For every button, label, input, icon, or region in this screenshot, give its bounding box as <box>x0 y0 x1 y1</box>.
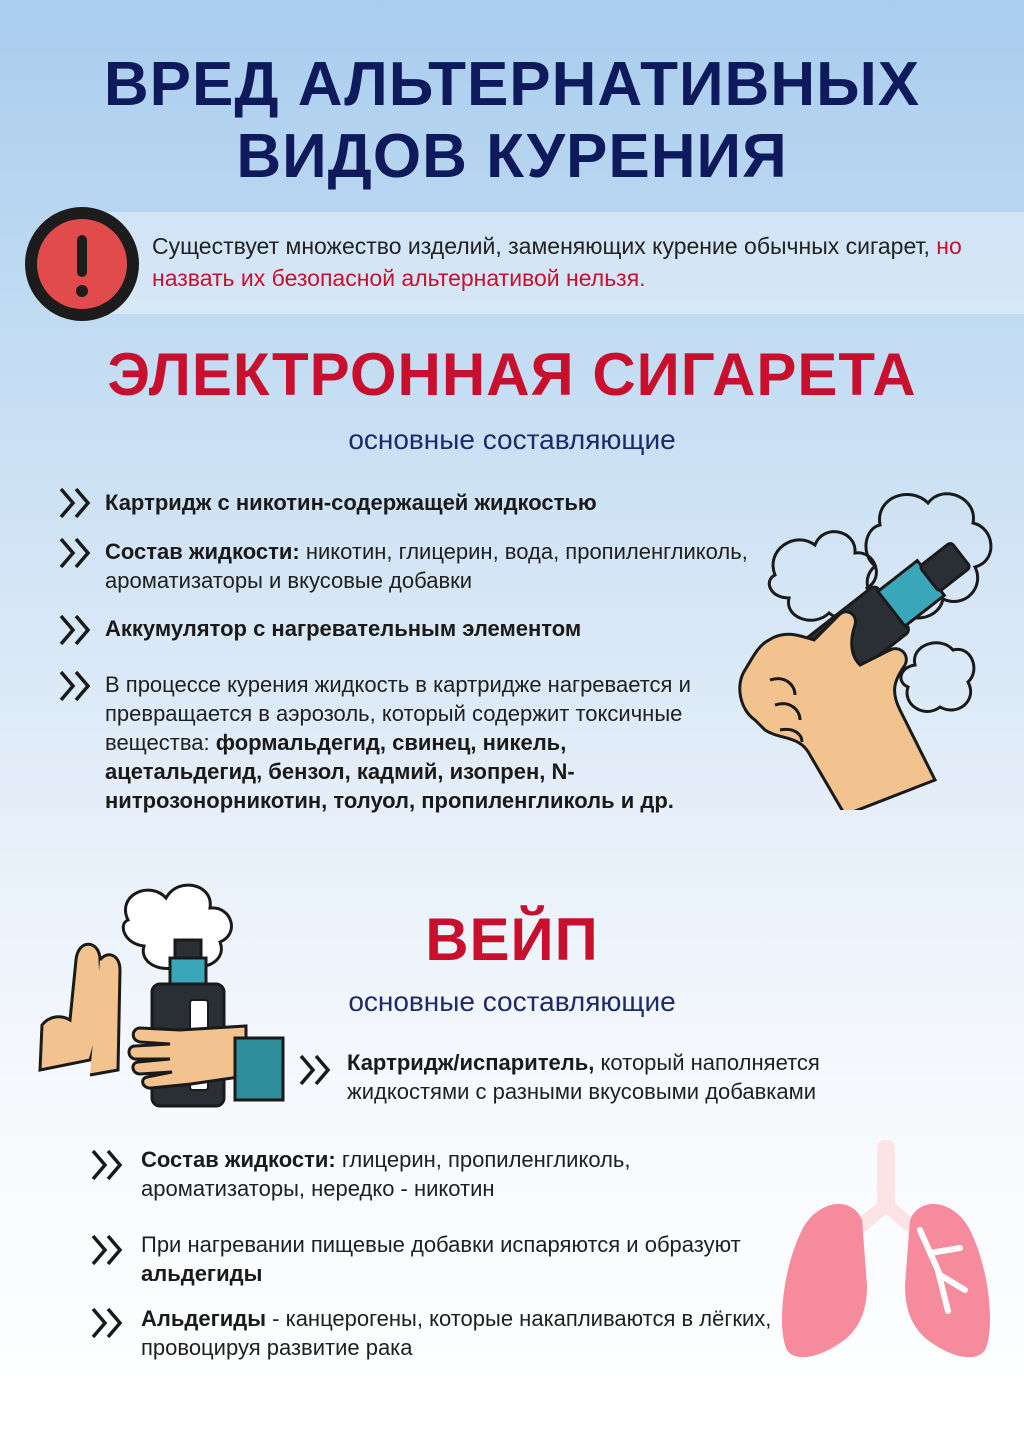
hand-refusing-vape-illustration <box>30 880 290 1110</box>
chevron-right-icon <box>90 1148 126 1182</box>
vape-item-4-bold: Альдегиды <box>141 1306 267 1331</box>
vape-item-2-bold: Состав жидкости: <box>141 1147 336 1172</box>
chevron-right-icon <box>298 1053 334 1087</box>
vape-section-title: ВЕЙП <box>425 906 599 973</box>
hand-holding-ecigarette-illustration <box>700 480 1010 810</box>
vape-item-2-text: глицерин, пропиленгликоль, ароматизаторы, нередко - никотин <box>141 1147 631 1201</box>
vape-subtitle: основные составляющие <box>348 986 676 1017</box>
ecig-item-3-bold: Аккумулятор с нагревательным элементом <box>105 616 582 641</box>
ecig-item-1-bold: Картридж с никотин-содержащей жидкостью <box>105 490 597 515</box>
ecig-item-2 <box>105 537 775 595</box>
vape-item-2 <box>141 1145 741 1203</box>
ecig-item-4-text: В процессе курения жидкость в картридже нагревается и превращается в аэрозоль, который содержит токсичные вещества: <box>105 672 691 755</box>
vape-item-3 <box>141 1230 741 1288</box>
exclamation-icon <box>25 207 139 321</box>
vape-item-1-bold: Картридж/испаритель, <box>347 1050 595 1075</box>
ecig-section-title: ЭЛЕКТРОННАЯ СИГАРЕТА <box>107 341 917 408</box>
chevron-right-icon <box>90 1306 126 1340</box>
ecig-item-2-text: никотин, глицерин, вода, пропиленгликоль, ароматизаторы и вкусовые добавки <box>105 539 748 593</box>
ecig-item-3 <box>105 614 725 643</box>
chevron-right-icon <box>58 669 94 703</box>
vape-item-4-text: - канцерогены, которые накапливаются в лёгких, провоцируя развитие рака <box>141 1306 772 1360</box>
chevron-right-icon <box>58 613 94 647</box>
ecig-item-4-bold: формальдегид, свинец, никель, ацетальдегид, бензол, кадмий, изопрен, N-нитрозонорникотин, толуол, пропиленгликоль и др. <box>105 730 674 813</box>
ecig-subtitle: основные составляющие <box>348 424 676 455</box>
page-title-line-2: ВИДОВ КУРЕНИЯ <box>236 122 788 191</box>
lungs-icon <box>780 1135 995 1360</box>
chevron-right-icon <box>58 536 94 570</box>
vape-item-3-bold: альдегиды <box>141 1261 263 1286</box>
ecig-item-4 <box>105 670 705 815</box>
vape-item-1 <box>347 1048 917 1106</box>
vape-item-4 <box>141 1304 781 1362</box>
chevron-right-icon <box>58 486 94 520</box>
vape-item-1-text: который наполняется жидкостями с разными вкусовыми добавками <box>347 1050 820 1104</box>
chevron-right-icon <box>90 1233 126 1267</box>
notice-text <box>152 230 1002 294</box>
ecig-item-2-bold: Состав жидкости: <box>105 539 300 564</box>
notice-text-plain: Существует множество изделий, заменяющих курение обычных сигарет, <box>152 233 937 259</box>
vape-item-3-text: При нагревании пищевые добавки испаряются и образуют <box>141 1232 741 1257</box>
page-title-line-1: ВРЕД АЛЬТЕРНАТИВНЫХ <box>103 50 921 119</box>
notice-text-warning: но назвать их безопасной альтернативой нельзя. <box>152 233 962 291</box>
ecig-item-1 <box>105 488 725 517</box>
